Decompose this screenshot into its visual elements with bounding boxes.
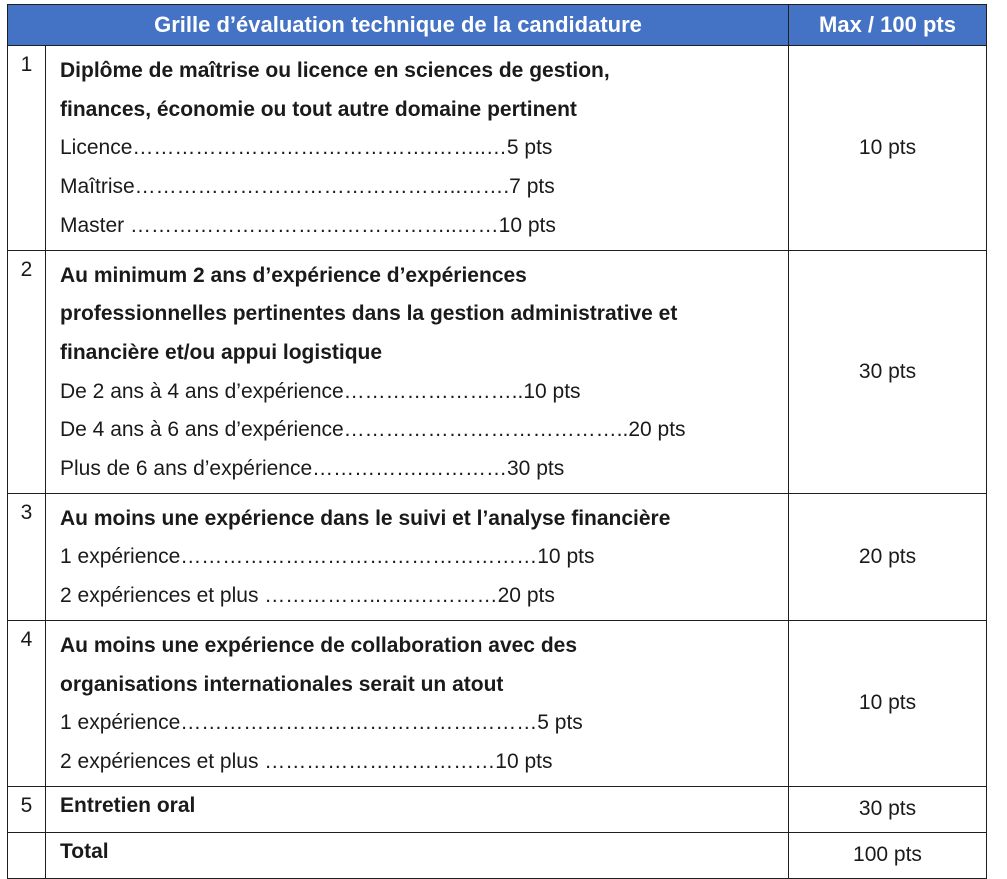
scoring-option: Master ………………………………………..……10 pts <box>60 213 556 237</box>
grid-body <box>8 46 987 879</box>
criterion-number: 3 <box>8 493 46 620</box>
scoring-option: Plus de 6 ans d’expérience…………….…………30 pts <box>60 457 565 481</box>
header-max-points: Max / 100 pts <box>789 5 987 46</box>
criterion-description <box>46 786 789 832</box>
total-number <box>8 832 46 878</box>
scoring-option: Maîtrise………………………………………..…….7 pts <box>60 175 555 199</box>
criterion-description <box>46 46 789 251</box>
total-label-text: Total <box>60 839 109 863</box>
criterion-title-line: Au moins une expérience de collaboration avec des <box>60 633 578 657</box>
criterion-row <box>8 46 987 251</box>
header-row <box>8 5 987 46</box>
scoring-option: 1 expérience……………………………………………5 pts <box>60 711 583 735</box>
criterion-number: 5 <box>8 786 46 832</box>
total-row <box>8 832 987 878</box>
criterion-max-points: 20 pts <box>789 493 987 620</box>
scoring-option: 1 expérience……………………………………………10 pts <box>60 545 595 569</box>
header-criteria: Grille d’évaluation technique de la candidature <box>8 5 789 46</box>
criterion-max-points: 30 pts <box>789 250 987 493</box>
criterion-title-line: professionnelles pertinentes dans la gestion administrative et <box>60 302 678 326</box>
total-label <box>46 832 789 878</box>
criterion-max-points: 10 pts <box>789 620 987 786</box>
criterion-description <box>46 493 789 620</box>
criterion-title-line: financière et/ou appui logistique <box>60 340 383 364</box>
criterion-number: 4 <box>8 620 46 786</box>
criterion-description <box>46 620 789 786</box>
criterion-title-line: Entretien oral <box>60 793 196 817</box>
criterion-max-points: 30 pts <box>789 786 987 832</box>
total-max-points: 100 pts <box>789 832 987 878</box>
scoring-option: De 4 ans à 6 ans d’expérience…………………………………..20 pts <box>60 418 686 442</box>
criterion-number: 2 <box>8 250 46 493</box>
evaluation-grid-table <box>7 4 987 879</box>
scoring-option: De 2 ans à 4 ans d’expérience……………………..10 pts <box>60 379 581 403</box>
criterion-description <box>46 250 789 493</box>
scoring-option: 2 expériences et plus ……………..…..…………20 pts <box>60 584 555 608</box>
criterion-row <box>8 786 987 832</box>
criterion-row <box>8 493 987 620</box>
scoring-option: Licence…………………………………….……..…5 pts <box>60 136 553 160</box>
criterion-row <box>8 620 987 786</box>
criterion-number: 1 <box>8 46 46 251</box>
criterion-max-points: 10 pts <box>789 46 987 251</box>
scoring-option: 2 expériences et plus ……………………………10 pts <box>60 749 553 773</box>
criterion-title-line: Au minimum 2 ans d’expérience d’expériences <box>60 263 527 287</box>
criterion-title-line: Diplôme de maîtrise ou licence en sciences de gestion, <box>60 59 610 82</box>
criterion-title-line: finances, économie ou tout autre domaine pertinent <box>60 97 577 121</box>
criterion-title-line: Au moins une expérience dans le suivi et l’analyse financière <box>60 506 671 530</box>
criterion-row <box>8 250 987 493</box>
criterion-title-line: organisations internationales serait un atout <box>60 672 504 696</box>
